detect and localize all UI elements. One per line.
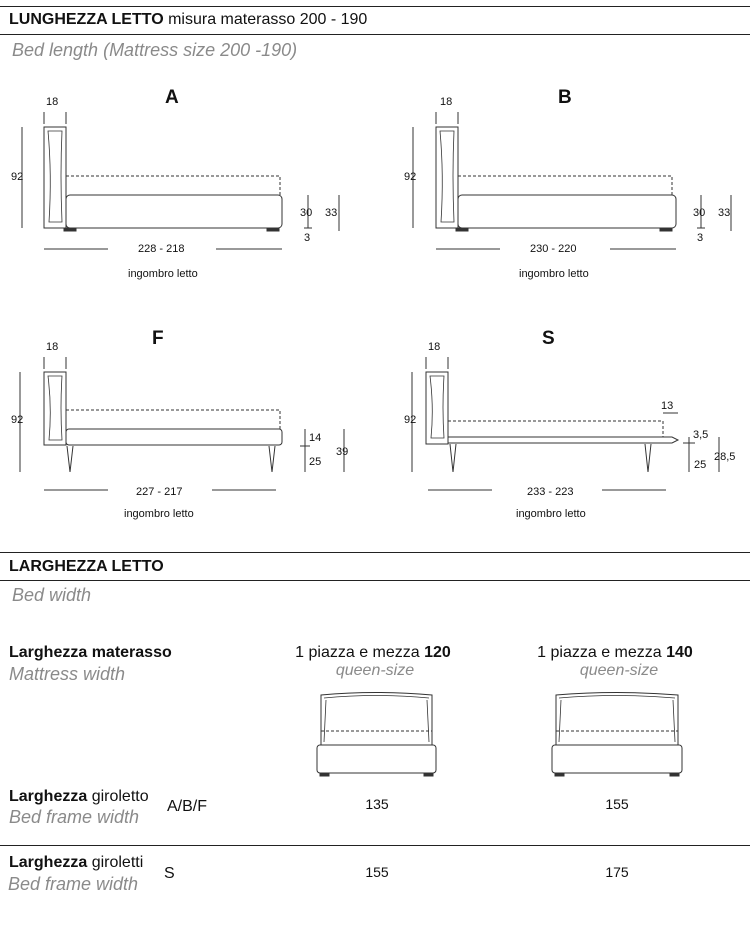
bed-a-height-dim: 92	[11, 171, 24, 183]
bed-f-length-dim: 227 - 217	[136, 486, 183, 498]
width-bed-1-drawing	[317, 693, 436, 777]
size-140-prefix: 1 piazza e mezza	[537, 644, 667, 661]
bed-b-height-dim: 92	[404, 171, 417, 183]
bed-f-caption: ingombro letto	[124, 508, 194, 520]
width-section-title	[9, 558, 164, 576]
bed-b-dim-30: 30	[693, 207, 706, 219]
length-title-bold: LUNGHEZZA LETTO	[9, 11, 164, 28]
width-title-rule	[0, 580, 750, 581]
size-140-num: 140	[666, 644, 693, 661]
bed-a-letter: A	[165, 87, 179, 108]
size-120-num: 120	[424, 644, 451, 661]
length-title-rest: misura materasso 200 - 190	[163, 11, 368, 28]
bed-f-dim-25: 25	[309, 456, 322, 468]
frame-width-label-2-bold: Larghezza	[9, 854, 92, 871]
bed-f-drawing	[20, 357, 344, 490]
frame-width-label-1-bold: Larghezza	[9, 788, 92, 805]
bed-a-length-dim: 228 - 218	[138, 243, 185, 255]
width-section-subtitle: Bed width	[12, 585, 92, 605]
bed-a-caption: ingombro letto	[128, 268, 198, 280]
width-section-rule	[0, 552, 750, 553]
bed-s-length-dim: 233 - 223	[527, 486, 574, 498]
width-title-bold: LARGHEZZA LETTO	[9, 558, 164, 575]
mattress-width-label-en: Mattress width	[9, 664, 126, 684]
size-120-prefix: 1 piazza e mezza	[295, 644, 425, 661]
width-bed-2-drawing	[552, 693, 682, 777]
bed-f-dim-14: 14	[309, 432, 322, 444]
frame-width-label-1-normal: giroletto	[91, 788, 149, 805]
bed-f-headboard-dim: 18	[46, 341, 59, 353]
size-140-en: queen-size	[579, 662, 659, 679]
size-140-header	[495, 644, 735, 662]
bed-b-length-dim: 230 - 220	[530, 243, 577, 255]
bed-s-dim-25: 25	[694, 459, 707, 471]
bed-s-headboard-dim: 18	[428, 341, 441, 353]
bed-f-height-dim: 92	[11, 414, 24, 426]
bed-s-dim-3-5: 3,5	[693, 429, 709, 441]
frame-width-label-2-en: Bed frame width	[8, 874, 139, 894]
row1-models: A/B/F	[167, 798, 208, 815]
row1-value-120: 135	[365, 796, 389, 812]
bed-b-headboard-dim: 18	[440, 96, 453, 108]
size-120-header	[253, 644, 493, 662]
bed-b-drawing	[413, 112, 731, 249]
bed-a-drawing	[22, 112, 339, 249]
frame-width-label-2-normal: giroletti	[91, 854, 144, 871]
bed-b-dim-3: 3	[697, 232, 704, 244]
bed-s-drawing	[412, 357, 719, 490]
bed-a-dim-3: 3	[304, 232, 311, 244]
bed-s-height-dim: 92	[404, 414, 417, 426]
bed-s-dim-28-5: 28,5	[714, 451, 736, 463]
row2-value-120: 155	[365, 864, 389, 880]
frame-width-label-1-en: Bed frame width	[9, 807, 140, 827]
bed-b-letter: B	[558, 87, 572, 108]
bed-s-dim-13: 13	[661, 400, 674, 412]
mattress-width-label: Larghezza materasso	[9, 644, 172, 661]
bed-s-letter: S	[542, 328, 555, 349]
frame-width-label-2	[9, 854, 143, 872]
bed-f-dim-39: 39	[336, 446, 349, 458]
row2-models: S	[164, 865, 175, 882]
bed-f-letter: F	[152, 328, 164, 349]
length-section-subtitle: Bed length (Mattress size 200 -190)	[12, 40, 298, 60]
bed-a-dim-33: 33	[325, 207, 338, 219]
frame-width-label-1	[9, 788, 149, 806]
bed-a-headboard-dim: 18	[46, 96, 59, 108]
bed-a-dim-30: 30	[300, 207, 313, 219]
size-120-en: queen-size	[335, 662, 415, 679]
bed-b-caption: ingombro letto	[519, 268, 589, 280]
row1-value-140: 155	[605, 796, 629, 812]
bed-b-dim-33: 33	[718, 207, 731, 219]
bed-s-caption: ingombro letto	[516, 508, 586, 520]
row-divider	[0, 845, 750, 846]
row2-value-140: 175	[605, 864, 629, 880]
